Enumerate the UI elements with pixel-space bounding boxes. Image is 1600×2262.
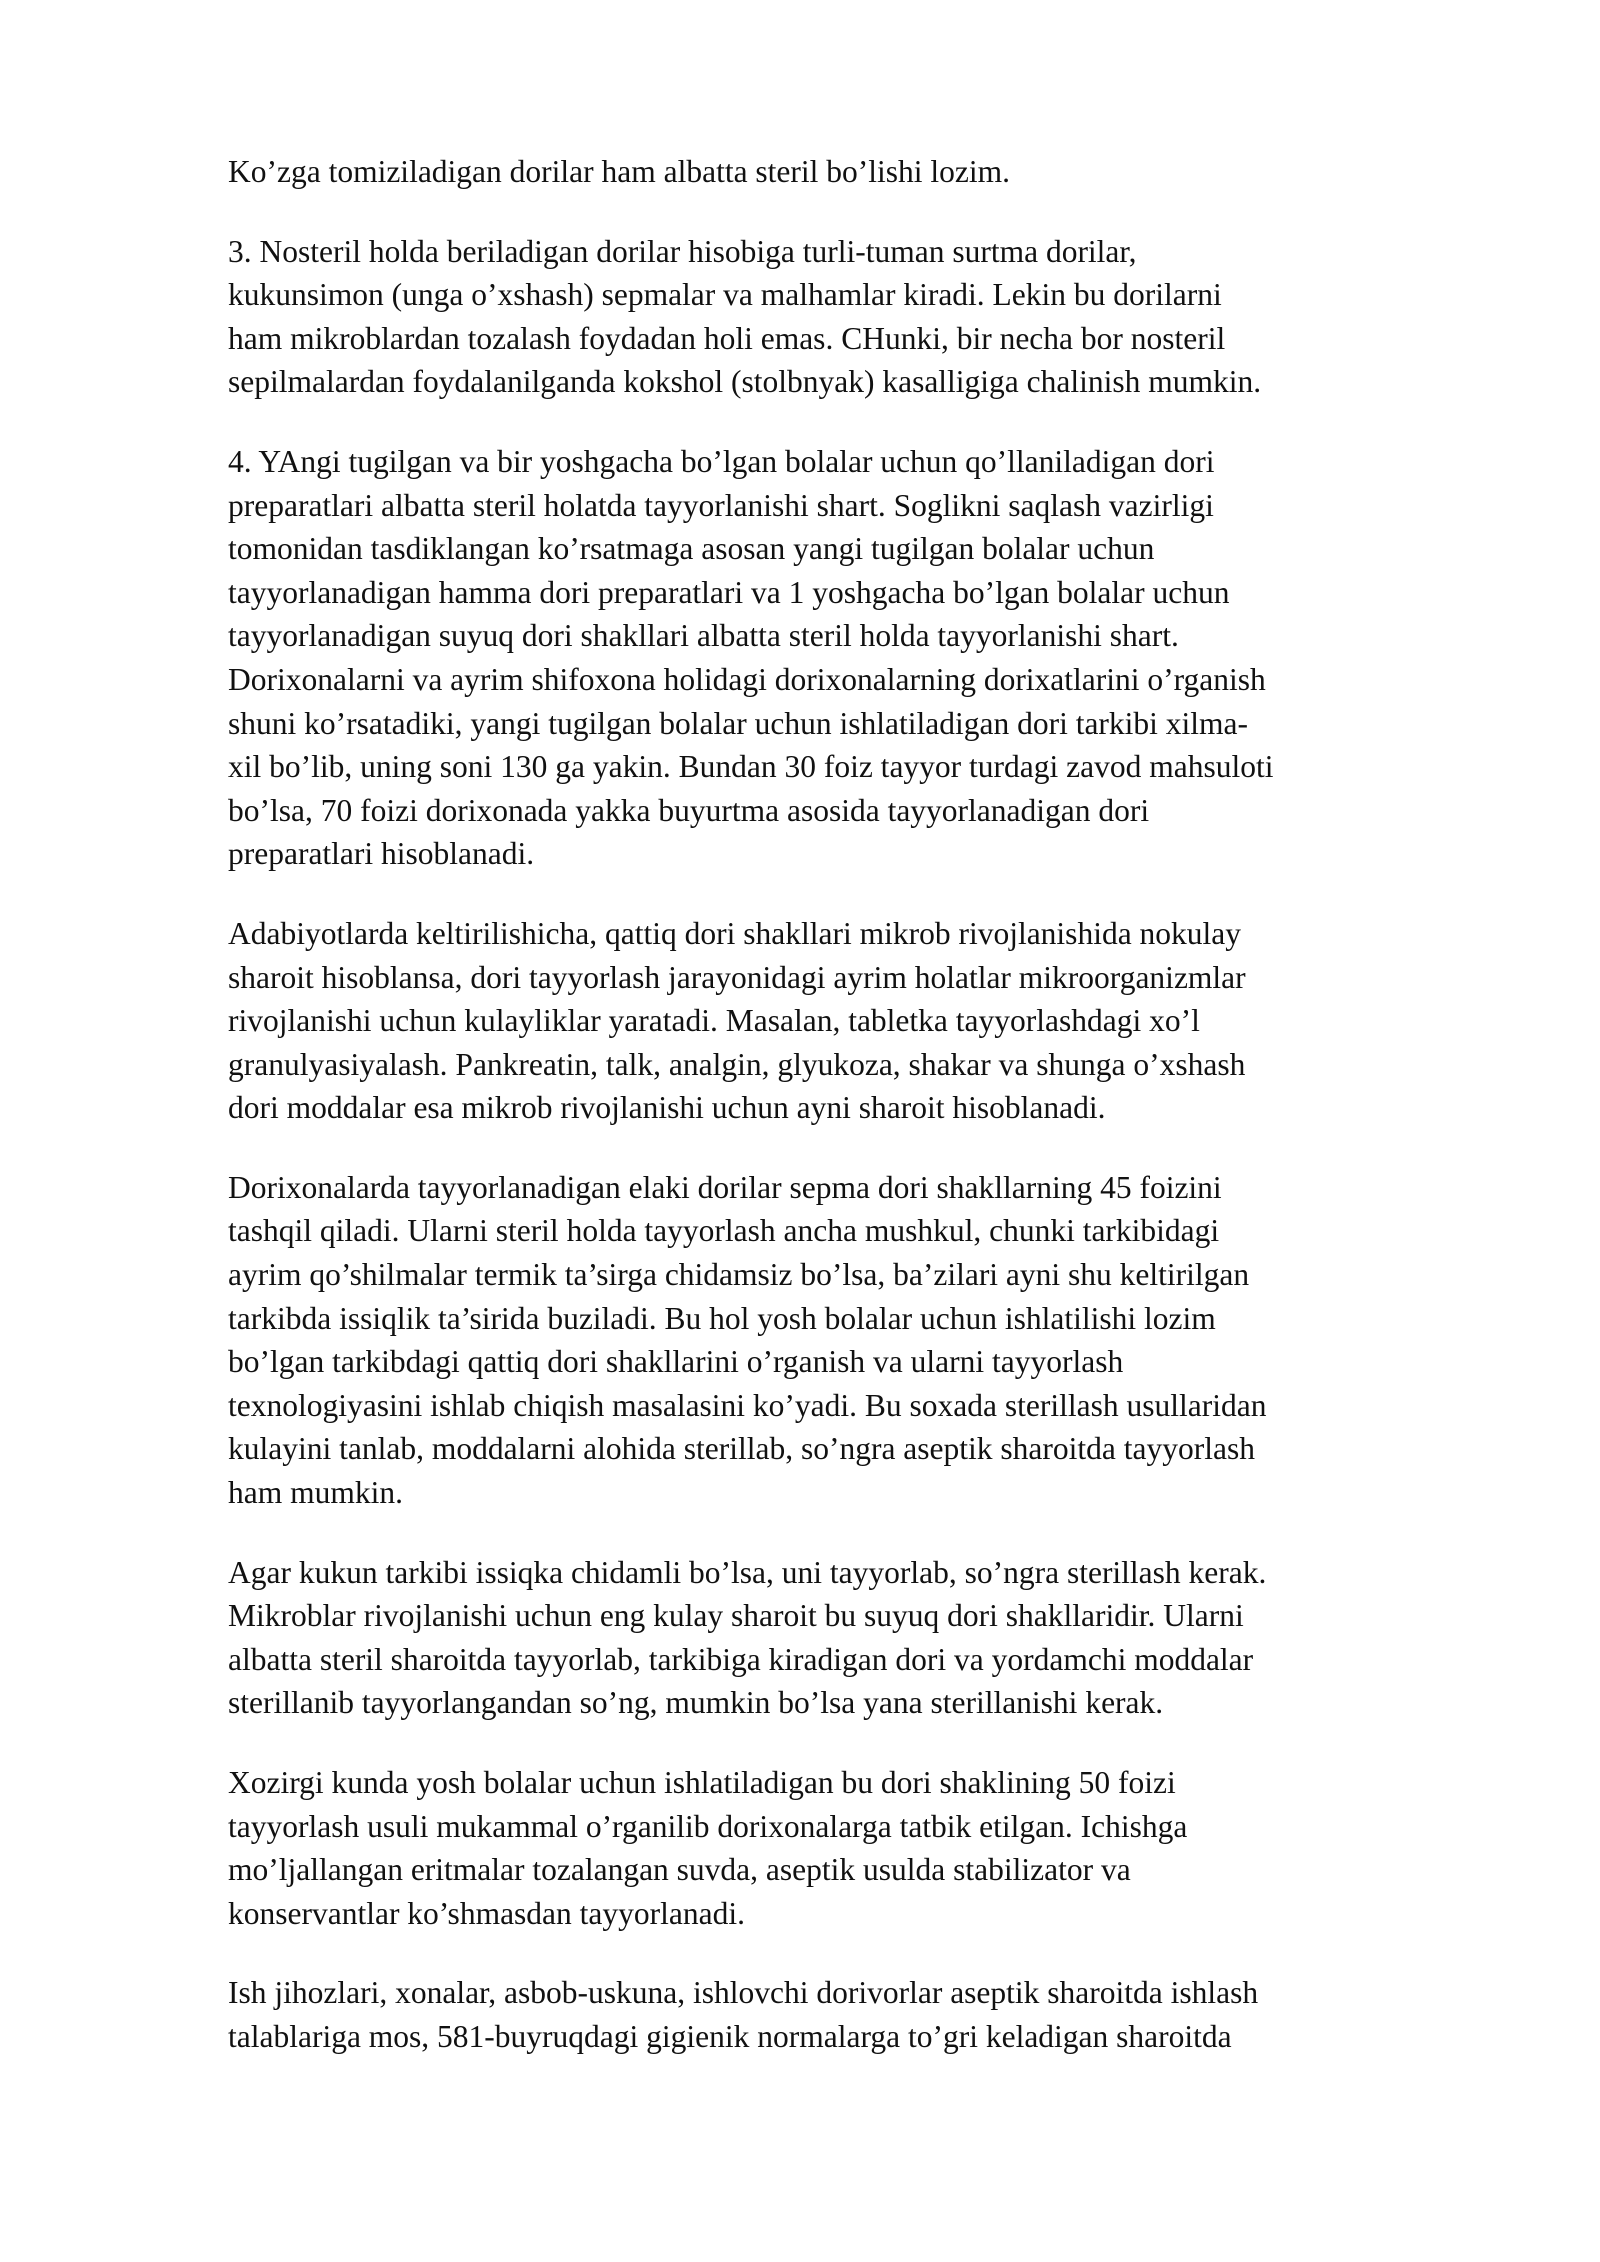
paragraph-current-practice: Xozirgi kunda yosh bolalar uchun ishlatiladigan bu dori shaklining 50 foizi tayyorlash usuli mukammal o’rganilib dorixonalarga tatbik etilgan. Ichishga mo’ljallangan eritmalar tozalangan suvda, aseptik usulda stabilizator va konservantlar ko’shmasdan tayyorlanadi. xyxy=(228,1765,1188,1931)
paragraph-3-nonsterile: 3. Nosteril holda beriladigan dorilar hisobiga turli-tuman surtma dorilar, kukunsimon (unga o’xshash) sepmalar va malhamlar kiradi. Lekin bu dorilarni ham mikroblardan tozalash foydadan holi emas. CHunki, bir necha bor nosteril sepilmalardan foydalanilganda kokshol (stolbnyak) kasalligiga chalinish mumkin. xyxy=(228,233,1262,400)
paragraph-equipment: Ish jihozlari, xonalar, asbob-uskuna, ishlovchi dorivorlar aseptik sharoitda ishlash talablariga mos, 581-buyruqdagi gigienik normalarga to’gri keladigan sharoitda xyxy=(228,1975,1259,2054)
paragraph-pharmacy-powders: Dorixonalarda tayyorlanadigan elaki dorilar sepma dori shakllarning 45 foizini tashqil qiladi. Ularni steril holda tayyorlash ancha mushkul, chunki tarkibidagi ayrim qo’shilmalar termik ta’sirga chidamsiz bo’lsa, ba’zilari ayni shu keltirilgan tarkibda issiqlik ta’sirida buziladi. Bu hol yosh bolalar uchun ishlatilishi lozim bo’lgan tarkibdagi qattiq dori shakllarini o’rganish va ularni tayyorlash texnologiyasini ishlab chiqish masalasini ko’yadi. Bu soxada sterillash usullaridan kulayini tanlab, moddalarni alohida sterillab, so’ngra aseptik sharoitda tayyorlash ham mumkin. xyxy=(228,1169,1267,1511)
paragraph-eye-drops-note: Ko’zga tomiziladigan dorilar ham albatta steril bo’lishi lozim. xyxy=(228,154,1011,189)
paragraph-4-newborn: 4. YAngi tugilgan va bir yoshgacha bo’lgan bolalar uchun qo’llaniladigan dori preparatlari albatta steril holatda tayyorlanishi shart. Soglikni saqlash vazirligi tomonidan tasdiklangan ko’rsatmaga asosan yangi tugilgan bolalar uchun tayyorlanadigan hamma dori preparatlari va 1 yoshgacha bo’lgan bolalar uchun tayyorlanadigan suyuq dori shakllari albatta steril holda tayyorlanishi shart. Dorixonalarni va ayrim shifoxona holidagi dorixonalarning dorixatlarini o’rganish shuni ko’rsatadiki, yangi tugilgan bolalar uchun ishlatiladigan dori tarkibi xilma- xil bo’lib, uning soni 130 ga yakin. Bundan 30 foiz tayyor turdagi zavod mahsuloti bo’lsa, 70 foizi dorixonada yakka buyurtma asosida tayyorlanadigan dori preparatlari hisoblanadi. xyxy=(228,443,1274,872)
paragraph-literature: Adabiyotlarda keltirilishicha, qattiq dori shakllari mikrob rivojlanishida nokulay sharoit hisoblansa, dori tayyorlash jarayonidagi ayrim holatlar mikroorganizmlar rivojlanishi uchun kulayliklar yaratadi. Masalan, tabletka tayyorlashdagi xo’l granulyasiyalash. Pankreatin, talk, analgin, glyukoza, shakar va shunga o’xshash dori moddalar esa mikrob rivojlanishi uchun ayni sharoit hisoblanadi. xyxy=(228,915,1246,1126)
paragraph-heat-resistant: Agar kukun tarkibi issiqka chidamli bo’lsa, uni tayyorlab, so’ngra sterillash kerak. Mikroblar rivojlanishi uchun eng kulay sharoit bu suyuq dori shakllaridir. Ularni albatta steril sharoitda tayyorlab, tarkibiga kiradigan dori va yordamchi moddalar sterillanib tayyorlangandan so’ng, mumkin bo’lsa yana sterillanishi kerak. xyxy=(228,1554,1267,1721)
document-page xyxy=(228,150,1503,2095)
